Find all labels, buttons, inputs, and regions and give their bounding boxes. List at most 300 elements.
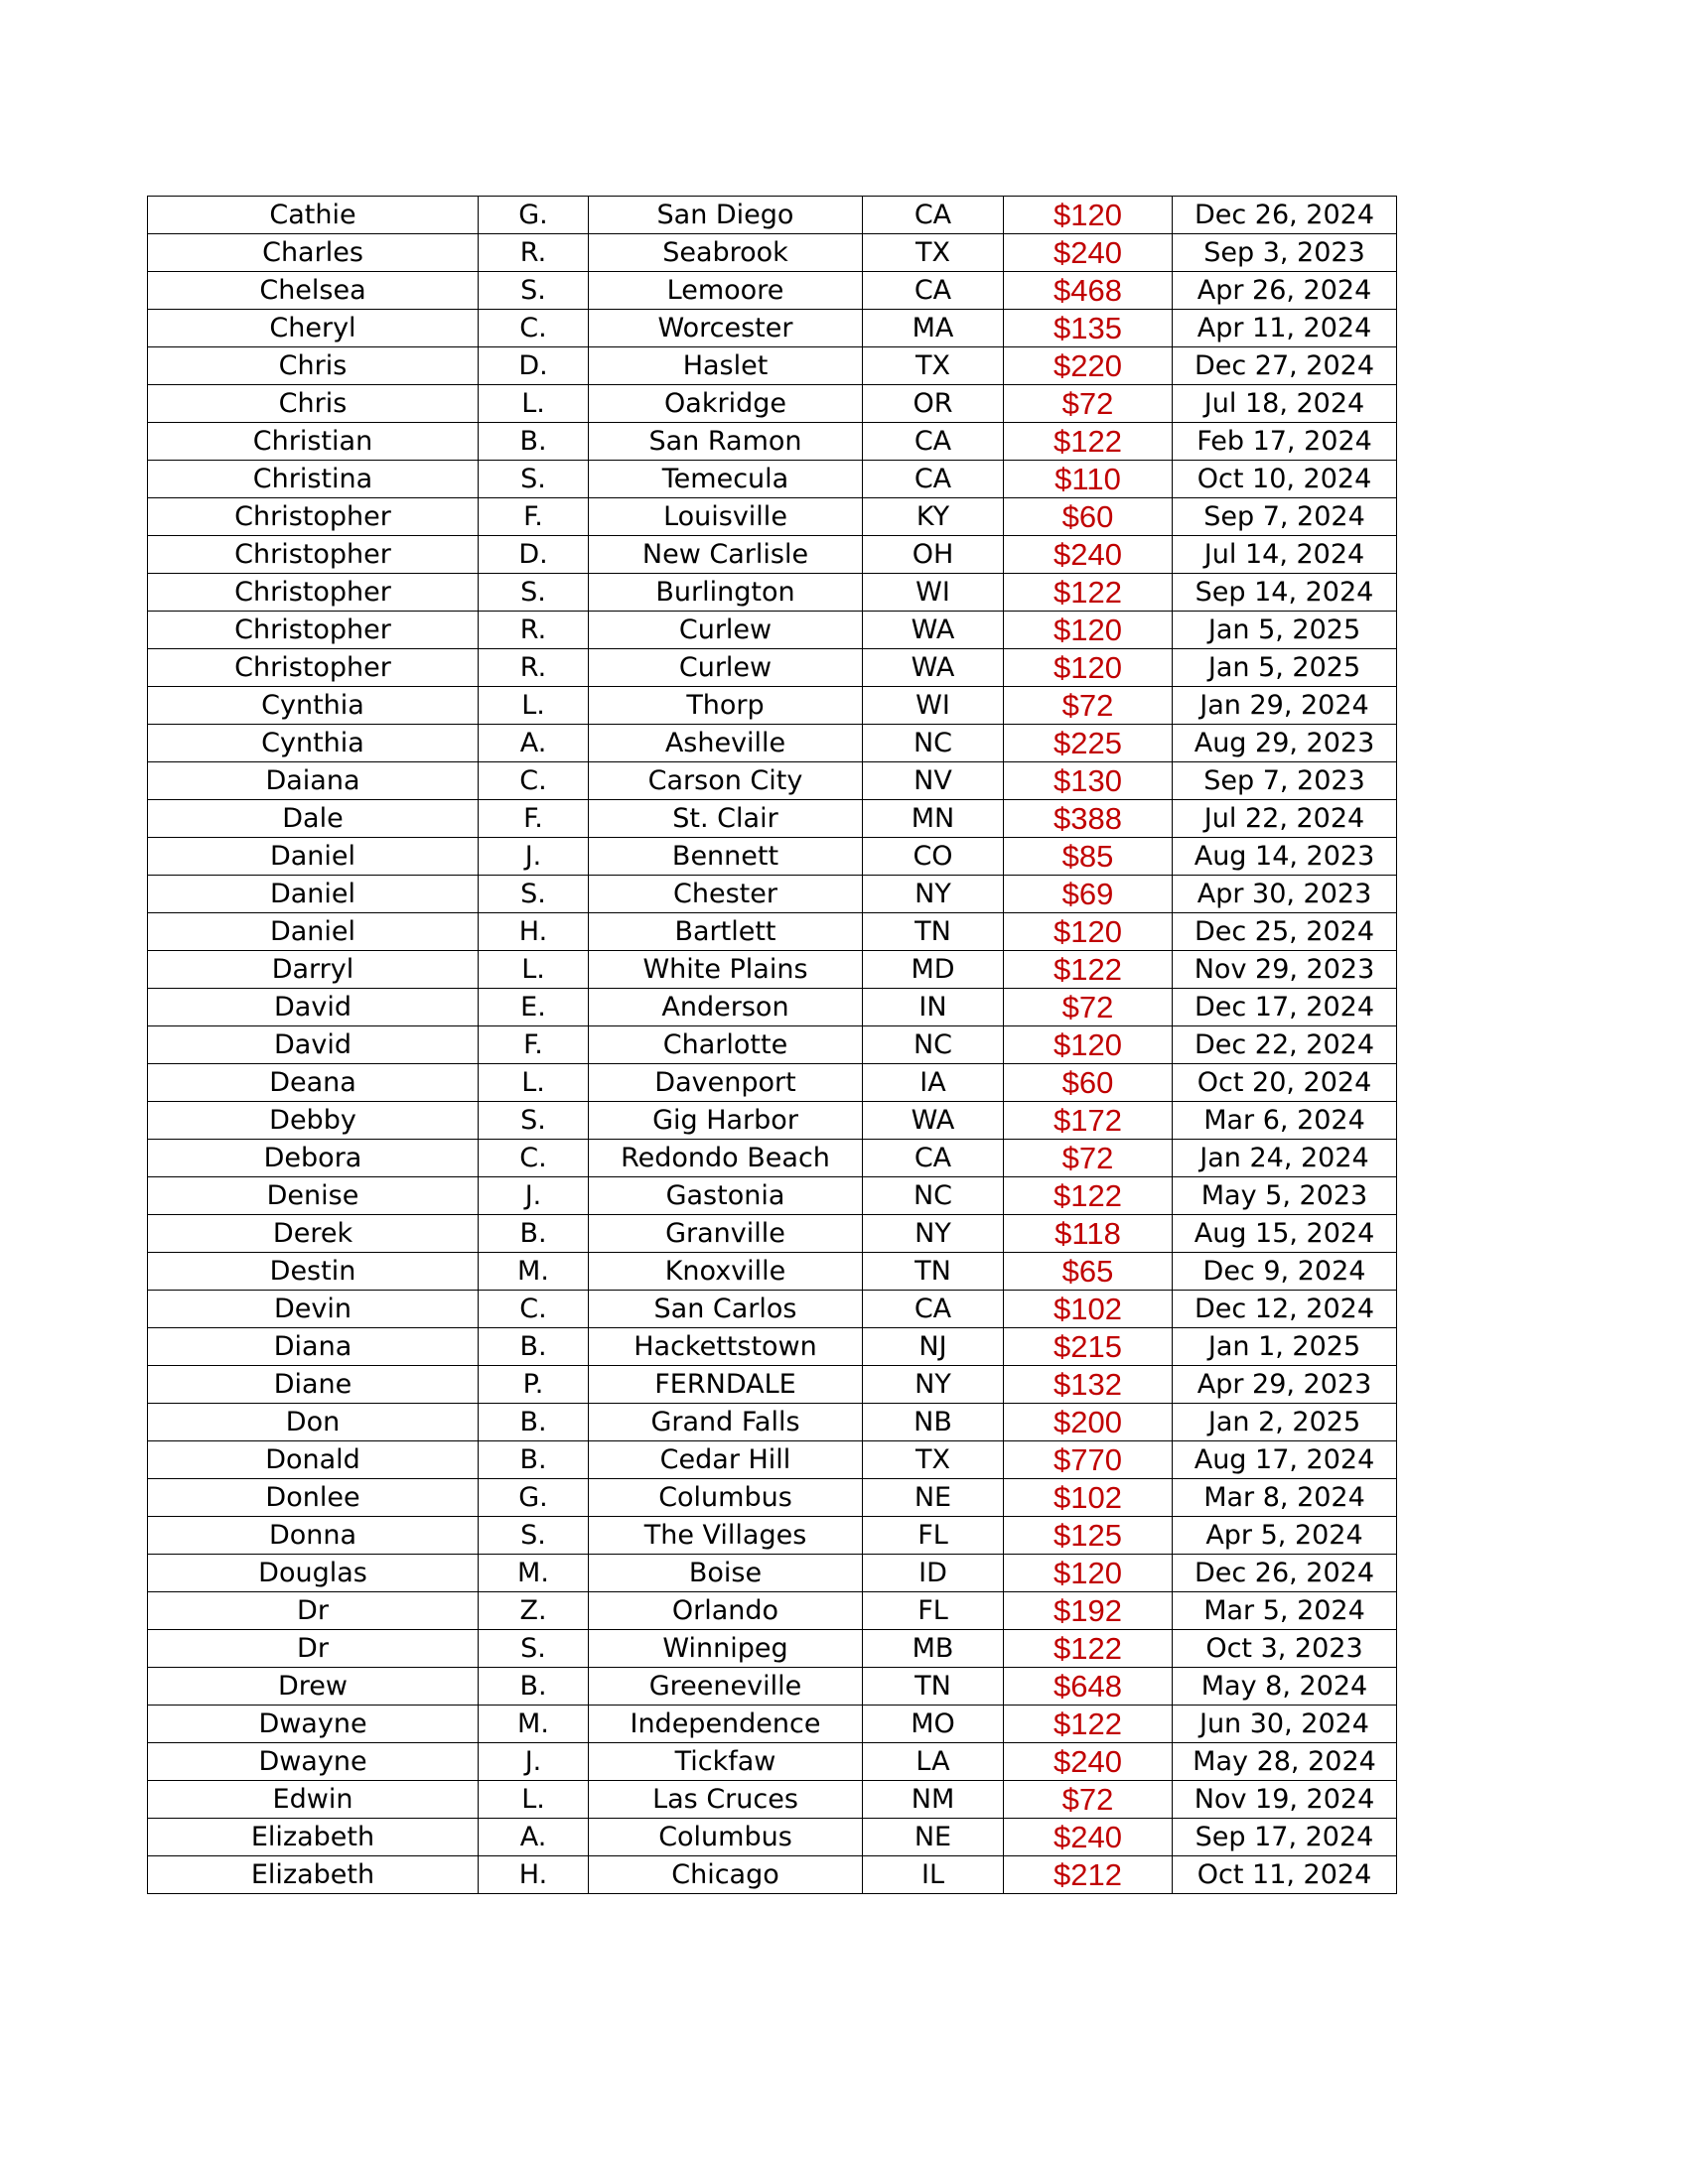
date-cell: Oct 10, 2024 (1173, 461, 1397, 498)
date-cell: Mar 6, 2024 (1173, 1102, 1397, 1140)
table-row (148, 762, 1397, 800)
date-cell: Mar 5, 2024 (1173, 1592, 1397, 1630)
state-cell: TN (863, 1668, 1004, 1706)
city-cell: Cedar Hill (589, 1441, 863, 1479)
amount-cell: $122 (1004, 1706, 1173, 1743)
first-name-cell: Cynthia (148, 725, 479, 762)
first-name-cell: Dr (148, 1630, 479, 1668)
state-cell: TX (863, 347, 1004, 385)
amount-cell: $122 (1004, 574, 1173, 612)
city-cell: Davenport (589, 1064, 863, 1102)
state-cell: IL (863, 1856, 1004, 1894)
table-row (148, 1291, 1397, 1328)
state-cell: MA (863, 310, 1004, 347)
state-cell: IA (863, 1064, 1004, 1102)
amount-cell: $122 (1004, 423, 1173, 461)
last-initial-cell: J. (479, 1177, 589, 1215)
first-name-cell: Elizabeth (148, 1819, 479, 1856)
last-initial-cell: H. (479, 913, 589, 951)
last-initial-cell: B. (479, 1404, 589, 1441)
table-row (148, 1026, 1397, 1064)
date-cell: Aug 15, 2024 (1173, 1215, 1397, 1253)
table-row (148, 461, 1397, 498)
state-cell: NY (863, 1215, 1004, 1253)
table-row (148, 498, 1397, 536)
last-initial-cell: C. (479, 1140, 589, 1177)
amount-cell: $102 (1004, 1479, 1173, 1517)
date-cell: Sep 14, 2024 (1173, 574, 1397, 612)
city-cell: The Villages (589, 1517, 863, 1555)
first-name-cell: Charles (148, 234, 479, 272)
city-cell: San Diego (589, 197, 863, 234)
date-cell: Jul 18, 2024 (1173, 385, 1397, 423)
table-row (148, 536, 1397, 574)
table-row (148, 1328, 1397, 1366)
date-cell: Sep 17, 2024 (1173, 1819, 1397, 1856)
amount-cell: $102 (1004, 1291, 1173, 1328)
last-initial-cell: M. (479, 1253, 589, 1291)
last-initial-cell: R. (479, 612, 589, 649)
city-cell: Anderson (589, 989, 863, 1026)
state-cell: LA (863, 1743, 1004, 1781)
first-name-cell: Donlee (148, 1479, 479, 1517)
city-cell: Louisville (589, 498, 863, 536)
table-row (148, 989, 1397, 1026)
first-name-cell: Christopher (148, 612, 479, 649)
first-name-cell: Deana (148, 1064, 479, 1102)
state-cell: NC (863, 1026, 1004, 1064)
first-name-cell: Dwayne (148, 1743, 479, 1781)
first-name-cell: Christopher (148, 498, 479, 536)
table-row (148, 423, 1397, 461)
first-name-cell: Daniel (148, 838, 479, 876)
first-name-cell: Chelsea (148, 272, 479, 310)
date-cell: May 28, 2024 (1173, 1743, 1397, 1781)
amount-cell: $122 (1004, 1630, 1173, 1668)
first-name-cell: Dwayne (148, 1706, 479, 1743)
table-row (148, 234, 1397, 272)
first-name-cell: Derek (148, 1215, 479, 1253)
first-name-cell: Cathie (148, 197, 479, 234)
city-cell: New Carlisle (589, 536, 863, 574)
amount-cell: $225 (1004, 725, 1173, 762)
state-cell: MD (863, 951, 1004, 989)
date-cell: Aug 14, 2023 (1173, 838, 1397, 876)
city-cell: Independence (589, 1706, 863, 1743)
last-initial-cell: B. (479, 1441, 589, 1479)
date-cell: Nov 19, 2024 (1173, 1781, 1397, 1819)
table-row (148, 951, 1397, 989)
last-initial-cell: A. (479, 1819, 589, 1856)
table-row (148, 1592, 1397, 1630)
last-initial-cell: B. (479, 1215, 589, 1253)
table-row (148, 1177, 1397, 1215)
last-initial-cell: H. (479, 1856, 589, 1894)
city-cell: Haslet (589, 347, 863, 385)
table-row (148, 913, 1397, 951)
table-row (148, 725, 1397, 762)
last-initial-cell: D. (479, 347, 589, 385)
city-cell: Chicago (589, 1856, 863, 1894)
amount-cell: $120 (1004, 649, 1173, 687)
last-initial-cell: A. (479, 725, 589, 762)
amount-cell: $118 (1004, 1215, 1173, 1253)
date-cell: Apr 5, 2024 (1173, 1517, 1397, 1555)
table-row (148, 272, 1397, 310)
donor-table (147, 196, 1397, 1894)
last-initial-cell: S. (479, 1517, 589, 1555)
state-cell: TX (863, 1441, 1004, 1479)
first-name-cell: Devin (148, 1291, 479, 1328)
state-cell: NY (863, 1366, 1004, 1404)
amount-cell: $120 (1004, 612, 1173, 649)
table-row (148, 1441, 1397, 1479)
amount-cell: $72 (1004, 385, 1173, 423)
date-cell: Dec 22, 2024 (1173, 1026, 1397, 1064)
amount-cell: $135 (1004, 310, 1173, 347)
table-row (148, 1706, 1397, 1743)
city-cell: Asheville (589, 725, 863, 762)
last-initial-cell: S. (479, 574, 589, 612)
date-cell: Sep 7, 2023 (1173, 762, 1397, 800)
amount-cell: $132 (1004, 1366, 1173, 1404)
last-initial-cell: L. (479, 385, 589, 423)
amount-cell: $215 (1004, 1328, 1173, 1366)
city-cell: Curlew (589, 612, 863, 649)
city-cell: Seabrook (589, 234, 863, 272)
city-cell: Knoxville (589, 1253, 863, 1291)
amount-cell: $172 (1004, 1102, 1173, 1140)
state-cell: CA (863, 1291, 1004, 1328)
state-cell: FL (863, 1517, 1004, 1555)
table-row (148, 1856, 1397, 1894)
table-row (148, 1555, 1397, 1592)
city-cell: Charlotte (589, 1026, 863, 1064)
city-cell: Worcester (589, 310, 863, 347)
table-row (148, 1819, 1397, 1856)
amount-cell: $388 (1004, 800, 1173, 838)
date-cell: Aug 29, 2023 (1173, 725, 1397, 762)
city-cell: Columbus (589, 1819, 863, 1856)
amount-cell: $220 (1004, 347, 1173, 385)
amount-cell: $72 (1004, 1781, 1173, 1819)
first-name-cell: Christopher (148, 574, 479, 612)
last-initial-cell: E. (479, 989, 589, 1026)
first-name-cell: Chris (148, 347, 479, 385)
state-cell: NY (863, 876, 1004, 913)
date-cell: Apr 30, 2023 (1173, 876, 1397, 913)
state-cell: TN (863, 1253, 1004, 1291)
city-cell: San Ramon (589, 423, 863, 461)
date-cell: Oct 11, 2024 (1173, 1856, 1397, 1894)
date-cell: Dec 9, 2024 (1173, 1253, 1397, 1291)
state-cell: CA (863, 197, 1004, 234)
amount-cell: $72 (1004, 1140, 1173, 1177)
first-name-cell: David (148, 989, 479, 1026)
amount-cell: $110 (1004, 461, 1173, 498)
date-cell: May 8, 2024 (1173, 1668, 1397, 1706)
last-initial-cell: F. (479, 1026, 589, 1064)
last-initial-cell: B. (479, 1668, 589, 1706)
date-cell: Jan 2, 2025 (1173, 1404, 1397, 1441)
amount-cell: $770 (1004, 1441, 1173, 1479)
city-cell: FERNDALE (589, 1366, 863, 1404)
first-name-cell: Debby (148, 1102, 479, 1140)
first-name-cell: Daniel (148, 913, 479, 951)
amount-cell: $240 (1004, 1743, 1173, 1781)
state-cell: MO (863, 1706, 1004, 1743)
first-name-cell: Elizabeth (148, 1856, 479, 1894)
date-cell: Dec 12, 2024 (1173, 1291, 1397, 1328)
last-initial-cell: J. (479, 838, 589, 876)
state-cell: KY (863, 498, 1004, 536)
amount-cell: $60 (1004, 498, 1173, 536)
amount-cell: $72 (1004, 989, 1173, 1026)
last-initial-cell: G. (479, 1479, 589, 1517)
table-row (148, 1517, 1397, 1555)
date-cell: Apr 29, 2023 (1173, 1366, 1397, 1404)
last-initial-cell: B. (479, 423, 589, 461)
city-cell: Columbus (589, 1479, 863, 1517)
state-cell: MN (863, 800, 1004, 838)
amount-cell: $120 (1004, 197, 1173, 234)
state-cell: CA (863, 461, 1004, 498)
state-cell: NB (863, 1404, 1004, 1441)
date-cell: Sep 3, 2023 (1173, 234, 1397, 272)
date-cell: Feb 17, 2024 (1173, 423, 1397, 461)
date-cell: Apr 11, 2024 (1173, 310, 1397, 347)
state-cell: CO (863, 838, 1004, 876)
date-cell: Nov 29, 2023 (1173, 951, 1397, 989)
table-row (148, 1366, 1397, 1404)
last-initial-cell: L. (479, 1064, 589, 1102)
table-row (148, 838, 1397, 876)
table-row (148, 876, 1397, 913)
city-cell: Bennett (589, 838, 863, 876)
table-row (148, 1630, 1397, 1668)
date-cell: Jan 29, 2024 (1173, 687, 1397, 725)
table-row (148, 1781, 1397, 1819)
table-row (148, 1102, 1397, 1140)
first-name-cell: David (148, 1026, 479, 1064)
first-name-cell: Christian (148, 423, 479, 461)
state-cell: NC (863, 725, 1004, 762)
last-initial-cell: M. (479, 1555, 589, 1592)
last-initial-cell: R. (479, 234, 589, 272)
city-cell: Winnipeg (589, 1630, 863, 1668)
amount-cell: $125 (1004, 1517, 1173, 1555)
amount-cell: $122 (1004, 951, 1173, 989)
date-cell: Jan 5, 2025 (1173, 649, 1397, 687)
date-cell: Jun 30, 2024 (1173, 1706, 1397, 1743)
last-initial-cell: S. (479, 876, 589, 913)
table-row (148, 1668, 1397, 1706)
amount-cell: $130 (1004, 762, 1173, 800)
city-cell: San Carlos (589, 1291, 863, 1328)
amount-cell: $120 (1004, 1026, 1173, 1064)
city-cell: Curlew (589, 649, 863, 687)
table-row (148, 347, 1397, 385)
city-cell: Thorp (589, 687, 863, 725)
amount-cell: $65 (1004, 1253, 1173, 1291)
city-cell: Carson City (589, 762, 863, 800)
date-cell: Apr 26, 2024 (1173, 272, 1397, 310)
table-row (148, 687, 1397, 725)
last-initial-cell: D. (479, 536, 589, 574)
first-name-cell: Diana (148, 1328, 479, 1366)
state-cell: NE (863, 1479, 1004, 1517)
city-cell: Redondo Beach (589, 1140, 863, 1177)
first-name-cell: Diane (148, 1366, 479, 1404)
last-initial-cell: L. (479, 951, 589, 989)
state-cell: NJ (863, 1328, 1004, 1366)
first-name-cell: Donald (148, 1441, 479, 1479)
date-cell: Jan 5, 2025 (1173, 612, 1397, 649)
state-cell: TN (863, 913, 1004, 951)
date-cell: May 5, 2023 (1173, 1177, 1397, 1215)
last-initial-cell: Z. (479, 1592, 589, 1630)
amount-cell: $240 (1004, 1819, 1173, 1856)
amount-cell: $120 (1004, 1555, 1173, 1592)
amount-cell: $69 (1004, 876, 1173, 913)
amount-cell: $120 (1004, 913, 1173, 951)
date-cell: Dec 26, 2024 (1173, 1555, 1397, 1592)
first-name-cell: Drew (148, 1668, 479, 1706)
state-cell: OR (863, 385, 1004, 423)
first-name-cell: Destin (148, 1253, 479, 1291)
last-initial-cell: P. (479, 1366, 589, 1404)
first-name-cell: Daniel (148, 876, 479, 913)
city-cell: Greeneville (589, 1668, 863, 1706)
state-cell: MB (863, 1630, 1004, 1668)
first-name-cell: Darryl (148, 951, 479, 989)
city-cell: White Plains (589, 951, 863, 989)
last-initial-cell: J. (479, 1743, 589, 1781)
table-row (148, 310, 1397, 347)
last-initial-cell: F. (479, 498, 589, 536)
date-cell: Jan 1, 2025 (1173, 1328, 1397, 1366)
last-initial-cell: G. (479, 197, 589, 234)
state-cell: CA (863, 1140, 1004, 1177)
last-initial-cell: S. (479, 461, 589, 498)
state-cell: WA (863, 1102, 1004, 1140)
first-name-cell: Christina (148, 461, 479, 498)
city-cell: Lemoore (589, 272, 863, 310)
date-cell: Jan 24, 2024 (1173, 1140, 1397, 1177)
state-cell: NM (863, 1781, 1004, 1819)
last-initial-cell: S. (479, 272, 589, 310)
amount-cell: $60 (1004, 1064, 1173, 1102)
state-cell: OH (863, 536, 1004, 574)
date-cell: Sep 7, 2024 (1173, 498, 1397, 536)
table-row (148, 385, 1397, 423)
state-cell: FL (863, 1592, 1004, 1630)
last-initial-cell: C. (479, 310, 589, 347)
first-name-cell: Don (148, 1404, 479, 1441)
first-name-cell: Debora (148, 1140, 479, 1177)
first-name-cell: Douglas (148, 1555, 479, 1592)
city-cell: Bartlett (589, 913, 863, 951)
last-initial-cell: S. (479, 1102, 589, 1140)
city-cell: Grand Falls (589, 1404, 863, 1441)
table-row (148, 612, 1397, 649)
first-name-cell: Chris (148, 385, 479, 423)
date-cell: Oct 3, 2023 (1173, 1630, 1397, 1668)
first-name-cell: Cynthia (148, 687, 479, 725)
state-cell: TX (863, 234, 1004, 272)
city-cell: Orlando (589, 1592, 863, 1630)
city-cell: Las Cruces (589, 1781, 863, 1819)
table-row (148, 1253, 1397, 1291)
amount-cell: $212 (1004, 1856, 1173, 1894)
amount-cell: $468 (1004, 272, 1173, 310)
state-cell: NV (863, 762, 1004, 800)
last-initial-cell: L. (479, 687, 589, 725)
date-cell: Jul 14, 2024 (1173, 536, 1397, 574)
first-name-cell: Dr (148, 1592, 479, 1630)
table-row (148, 1064, 1397, 1102)
last-initial-cell: C. (479, 1291, 589, 1328)
table-row (148, 574, 1397, 612)
date-cell: Dec 26, 2024 (1173, 197, 1397, 234)
city-cell: Gastonia (589, 1177, 863, 1215)
table-row (148, 1404, 1397, 1441)
amount-cell: $85 (1004, 838, 1173, 876)
state-cell: IN (863, 989, 1004, 1026)
state-cell: WA (863, 612, 1004, 649)
date-cell: Oct 20, 2024 (1173, 1064, 1397, 1102)
last-initial-cell: C. (479, 762, 589, 800)
state-cell: WI (863, 687, 1004, 725)
amount-cell: $648 (1004, 1668, 1173, 1706)
amount-cell: $240 (1004, 234, 1173, 272)
amount-cell: $72 (1004, 687, 1173, 725)
table-row (148, 1479, 1397, 1517)
last-initial-cell: S. (479, 1630, 589, 1668)
last-initial-cell: R. (479, 649, 589, 687)
amount-cell: $122 (1004, 1177, 1173, 1215)
last-initial-cell: M. (479, 1706, 589, 1743)
state-cell: WA (863, 649, 1004, 687)
amount-cell: $200 (1004, 1404, 1173, 1441)
city-cell: Hackettstown (589, 1328, 863, 1366)
first-name-cell: Cheryl (148, 310, 479, 347)
city-cell: Oakridge (589, 385, 863, 423)
first-name-cell: Dale (148, 800, 479, 838)
first-name-cell: Edwin (148, 1781, 479, 1819)
city-cell: Temecula (589, 461, 863, 498)
city-cell: Boise (589, 1555, 863, 1592)
state-cell: NC (863, 1177, 1004, 1215)
city-cell: Granville (589, 1215, 863, 1253)
table-row (148, 1140, 1397, 1177)
donor-table-body (148, 197, 1397, 1894)
date-cell: Aug 17, 2024 (1173, 1441, 1397, 1479)
date-cell: Dec 27, 2024 (1173, 347, 1397, 385)
last-initial-cell: B. (479, 1328, 589, 1366)
first-name-cell: Christopher (148, 649, 479, 687)
state-cell: ID (863, 1555, 1004, 1592)
date-cell: Dec 17, 2024 (1173, 989, 1397, 1026)
first-name-cell: Christopher (148, 536, 479, 574)
table-row (148, 197, 1397, 234)
city-cell: Burlington (589, 574, 863, 612)
last-initial-cell: L. (479, 1781, 589, 1819)
state-cell: CA (863, 423, 1004, 461)
city-cell: Chester (589, 876, 863, 913)
last-initial-cell: F. (479, 800, 589, 838)
first-name-cell: Daiana (148, 762, 479, 800)
